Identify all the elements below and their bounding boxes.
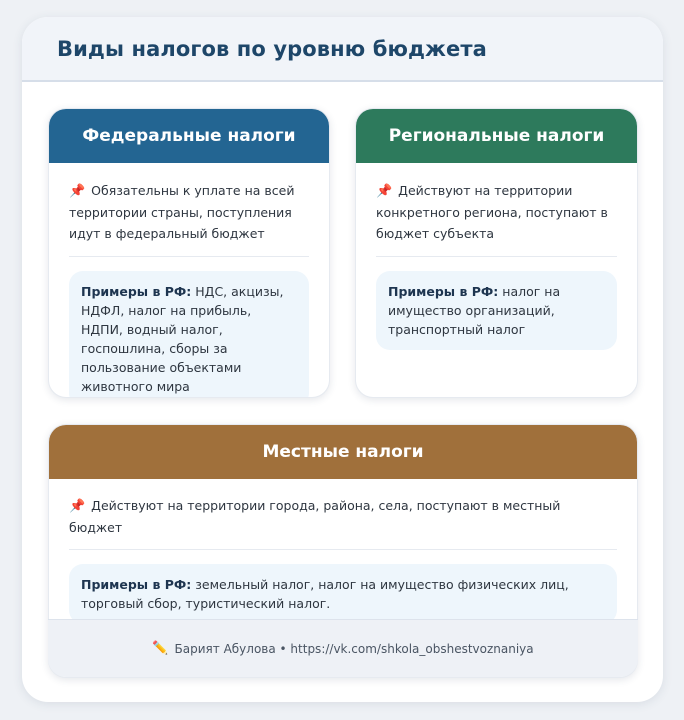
footer-text: Барият Абулова • https://vk.com/shkola_obshestvoznaniya bbox=[174, 641, 534, 656]
federal-taxes-examples bbox=[69, 271, 309, 398]
footer-credit bbox=[48, 619, 638, 677]
regional-taxes-header bbox=[356, 109, 637, 163]
card-header bbox=[22, 17, 663, 82]
federal-taxes-title: Федеральные налоги bbox=[82, 126, 296, 146]
federal-taxes-card bbox=[48, 108, 330, 398]
regional-taxes-examples bbox=[376, 271, 617, 350]
main-card bbox=[22, 17, 663, 702]
pushpin-icon: 📌 bbox=[69, 499, 86, 514]
examples-label: Примеры в РФ: bbox=[388, 284, 499, 299]
regional-taxes-title: Региональные налоги bbox=[388, 126, 605, 146]
page-title: Виды налогов по уровню бюджета bbox=[57, 36, 487, 61]
local-taxes-examples bbox=[69, 564, 617, 624]
examples-text: налог на имущество организаций, транспортный налог bbox=[388, 284, 561, 337]
examples-text: НДС, акцизы, НДФЛ, налог на прибыль, НДПИ, водный налог, госпошлина, сборы за пользование объектами животного мира bbox=[81, 284, 284, 394]
local-taxes-header bbox=[49, 425, 637, 479]
pushpin-icon: 📌 bbox=[376, 184, 393, 199]
examples-text: земельный налог, налог на имущество физических лиц, торговый сбор, туристический налог. bbox=[81, 577, 569, 611]
examples-label: Примеры в РФ: bbox=[81, 577, 192, 592]
local-taxes-title: Местные налоги bbox=[262, 442, 424, 462]
pencil-icon: ✏️ bbox=[152, 641, 169, 656]
local-taxes-description: 📌 Действуют на территории города, района, села, поступают в местный бюджет bbox=[69, 479, 617, 550]
examples-label: Примеры в РФ: bbox=[81, 284, 192, 299]
regional-taxes-description: 📌 Действуют на территории конкретного региона, поступают в бюджет субъекта bbox=[376, 163, 617, 257]
federal-taxes-header bbox=[49, 109, 329, 163]
regional-taxes-card bbox=[355, 108, 638, 398]
pushpin-icon: 📌 bbox=[69, 184, 86, 199]
federal-taxes-description: 📌 Обязательны к уплате на всей территории страны, поступления идут в федеральный бюджет bbox=[69, 163, 309, 257]
